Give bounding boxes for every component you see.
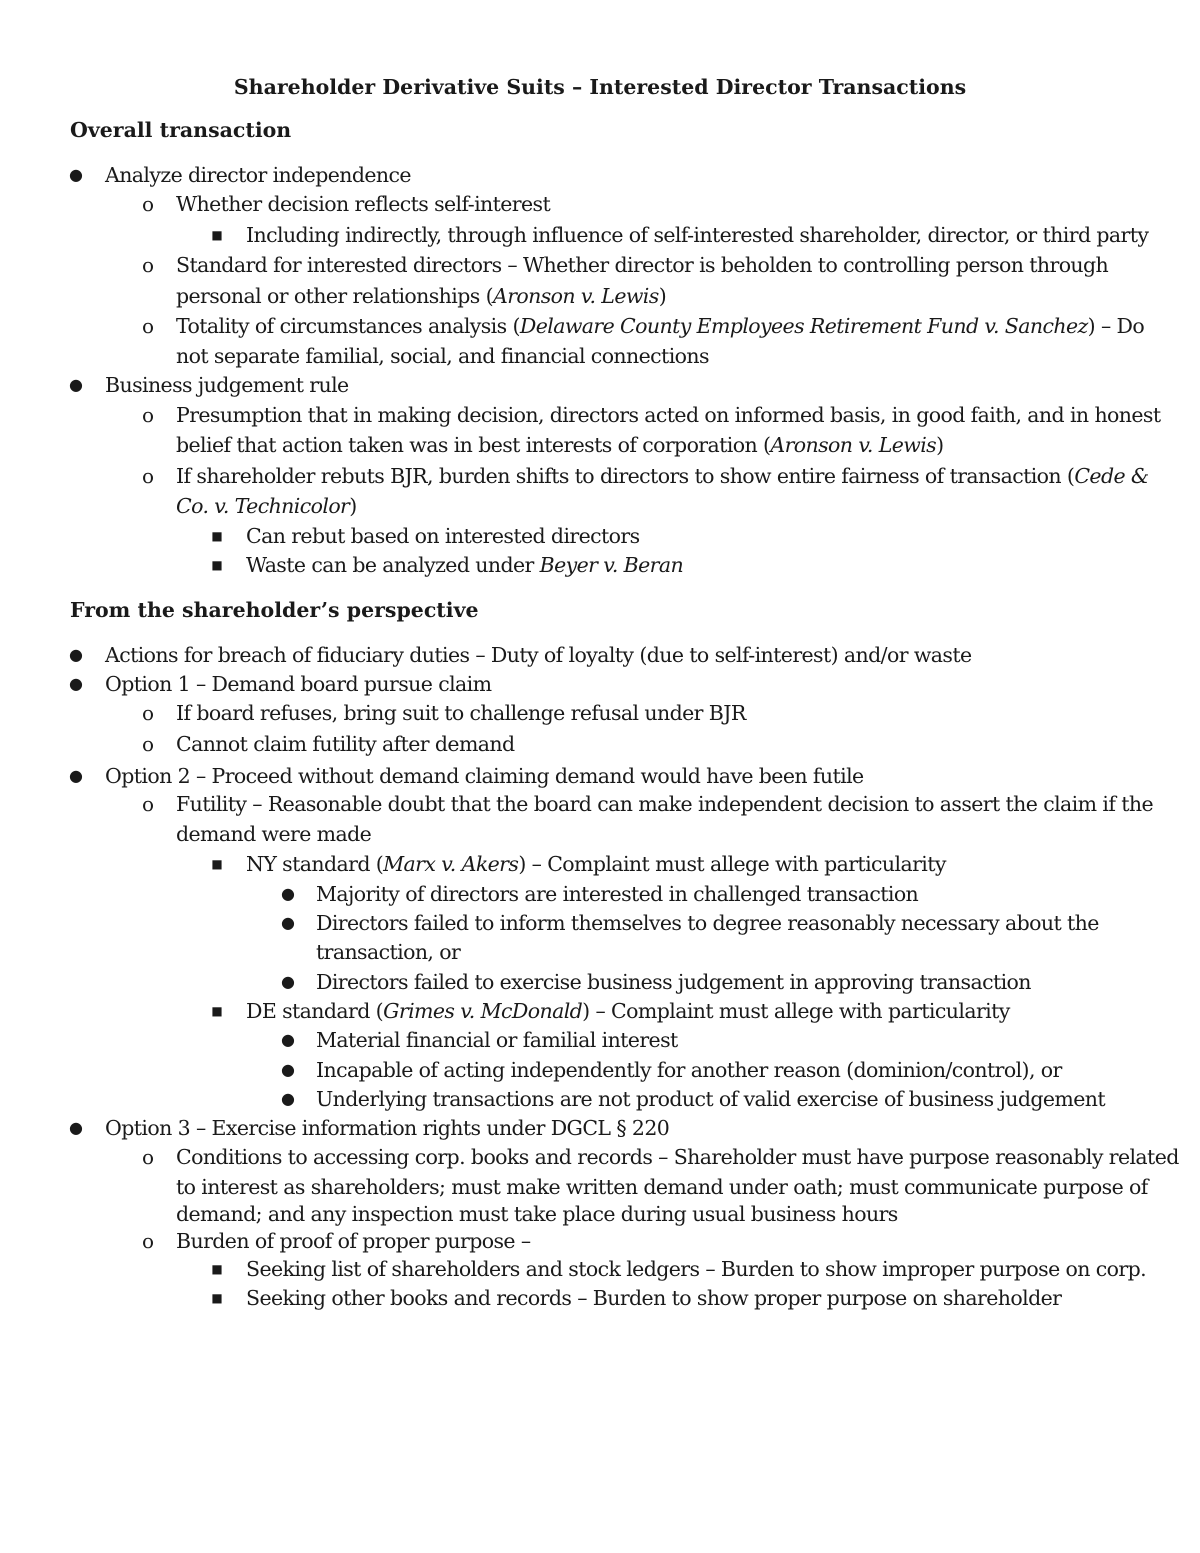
bullet-disc-icon: ● <box>69 375 83 394</box>
bullet-square-icon: ■ <box>211 558 223 572</box>
list-item: Option 1 – Demand board pursue claim <box>105 672 492 696</box>
bullet-square-icon: ■ <box>211 1004 223 1018</box>
list-item: Option 3 – Exercise information rights under DGCL § 220 <box>105 1116 670 1140</box>
list-item: NY standard (Marx v. Akers) – Complaint must allege with particularity <box>246 852 946 876</box>
bullet-square-icon: ■ <box>211 857 223 871</box>
case-citation: Aronson v. Lewis <box>770 433 937 457</box>
case-citation: Beyer v. Beran <box>539 553 684 577</box>
list-item: Seeking other books and records – Burden to show proper purpose on shareholder <box>246 1286 1062 1310</box>
list-item-continuation: belief that action taken was in best interests of corporation (Aronson v. Lewis) <box>176 433 944 457</box>
bullet-disc-icon: ● <box>281 1030 295 1049</box>
bullet-disc-icon: ● <box>69 674 83 693</box>
bullet-disc-icon: ● <box>281 884 295 903</box>
bullet-circle-icon: o <box>141 1229 155 1253</box>
bullet-disc-icon: ● <box>69 1118 83 1137</box>
bullet-square-icon: ■ <box>211 1262 223 1276</box>
list-item-continuation: to interest as shareholders; must make written demand under oath; must communicate purpose of <box>176 1175 1148 1199</box>
list-item: Incapable of acting independently for another reason (dominion/control), or <box>316 1058 1062 1082</box>
list-item: Whether decision reflects self-interest <box>176 192 551 216</box>
bullet-disc-icon: ● <box>281 913 295 932</box>
bullet-square-icon: ■ <box>211 529 223 543</box>
list-item: Actions for breach of fiduciary duties – Duty of loyalty (due to self-interest) and/or waste <box>105 643 972 667</box>
bullet-circle-icon: o <box>141 701 155 725</box>
bullet-circle-icon: o <box>141 314 155 338</box>
list-item: Material financial or familial interest <box>316 1028 678 1052</box>
list-item: Majority of directors are interested in challenged transaction <box>316 882 919 906</box>
case-citation: Delaware County Employees Retirement Fund v. Sanchez <box>519 314 1088 338</box>
bullet-circle-icon: o <box>141 1145 155 1169</box>
bullet-circle-icon: o <box>141 464 155 488</box>
bullet-circle-icon: o <box>141 792 155 816</box>
bullet-circle-icon: o <box>141 403 155 427</box>
bullet-disc-icon: ● <box>281 972 295 991</box>
section-heading-shareholder: From the shareholder’s perspective <box>70 598 479 622</box>
bullet-disc-icon: ● <box>69 645 83 664</box>
list-item-continuation: demand were made <box>176 822 372 846</box>
list-item: Option 2 – Proceed without demand claiming demand would have been futile <box>105 764 864 788</box>
case-citation: Marx v. Akers <box>383 852 519 876</box>
list-item: Analyze director independence <box>105 163 411 187</box>
bullet-disc-icon: ● <box>281 1060 295 1079</box>
list-item: Directors failed to inform themselves to degree reasonably necessary about the <box>316 911 1099 935</box>
bullet-circle-icon: o <box>141 253 155 277</box>
list-item: Can rebut based on interested directors <box>246 524 640 548</box>
list-item: Presumption that in making decision, directors acted on informed basis, in good faith, and in honest <box>176 403 1161 427</box>
bullet-square-icon: ■ <box>211 1291 223 1305</box>
bullet-disc-icon: ● <box>69 165 83 184</box>
section-heading-overall: Overall transaction <box>70 118 292 142</box>
list-item: Waste can be analyzed under Beyer v. Beran <box>246 553 684 577</box>
list-item: Seeking list of shareholders and stock ledgers – Burden to show improper purpose on corp. <box>246 1257 1147 1281</box>
list-item-continuation: personal or other relationships (Aronson v. Lewis) <box>176 284 667 308</box>
list-item-continuation: not separate familial, social, and financial connections <box>176 344 709 368</box>
list-item: DE standard (Grimes v. McDonald) – Complaint must allege with particularity <box>246 999 1010 1023</box>
case-citation: Grimes v. McDonald <box>383 999 583 1023</box>
case-citation: Aronson v. Lewis <box>493 284 659 308</box>
list-item-continuation: transaction, or <box>316 940 461 964</box>
list-item: If board refuses, bring suit to challenge refusal under BJR <box>176 701 746 725</box>
page-title: Shareholder Derivative Suits – Interested Director Transactions <box>233 75 967 99</box>
list-item: Business judgement rule <box>105 373 349 397</box>
list-item-continuation: Co. v. Technicolor) <box>176 494 357 518</box>
bullet-square-icon: ■ <box>211 228 223 242</box>
bullet-circle-icon: o <box>141 732 155 756</box>
list-item: Cannot claim futility after demand <box>176 732 515 756</box>
case-citation: Cede & <box>1074 464 1149 488</box>
list-item: Including indirectly, through influence of self-interested shareholder, director, or third party <box>246 223 1149 247</box>
list-item-continuation: demand; and any inspection must take place during usual business hours <box>176 1202 898 1226</box>
list-item: Totality of circumstances analysis (Delaware County Employees Retirement Fund v. Sanchez) – Do <box>176 314 1145 338</box>
case-citation: Co. v. Technicolor <box>176 494 350 518</box>
list-item: Conditions to accessing corp. books and records – Shareholder must have purpose reasonably related <box>176 1145 1179 1169</box>
bullet-disc-icon: ● <box>281 1089 295 1108</box>
list-item: Standard for interested directors – Whether director is beholden to controlling person through <box>176 253 1109 277</box>
list-item: Burden of proof of proper purpose – <box>176 1229 531 1253</box>
list-item: If shareholder rebuts BJR, burden shifts to directors to show entire fairness of transaction (Cede & <box>176 464 1149 488</box>
list-item: Directors failed to exercise business judgement in approving transaction <box>316 970 1031 994</box>
bullet-disc-icon: ● <box>69 766 83 785</box>
list-item: Underlying transactions are not product of valid exercise of business judgement <box>316 1087 1106 1111</box>
bullet-circle-icon: o <box>141 192 155 216</box>
list-item: Futility – Reasonable doubt that the board can make independent decision to assert the claim if the <box>176 792 1154 816</box>
